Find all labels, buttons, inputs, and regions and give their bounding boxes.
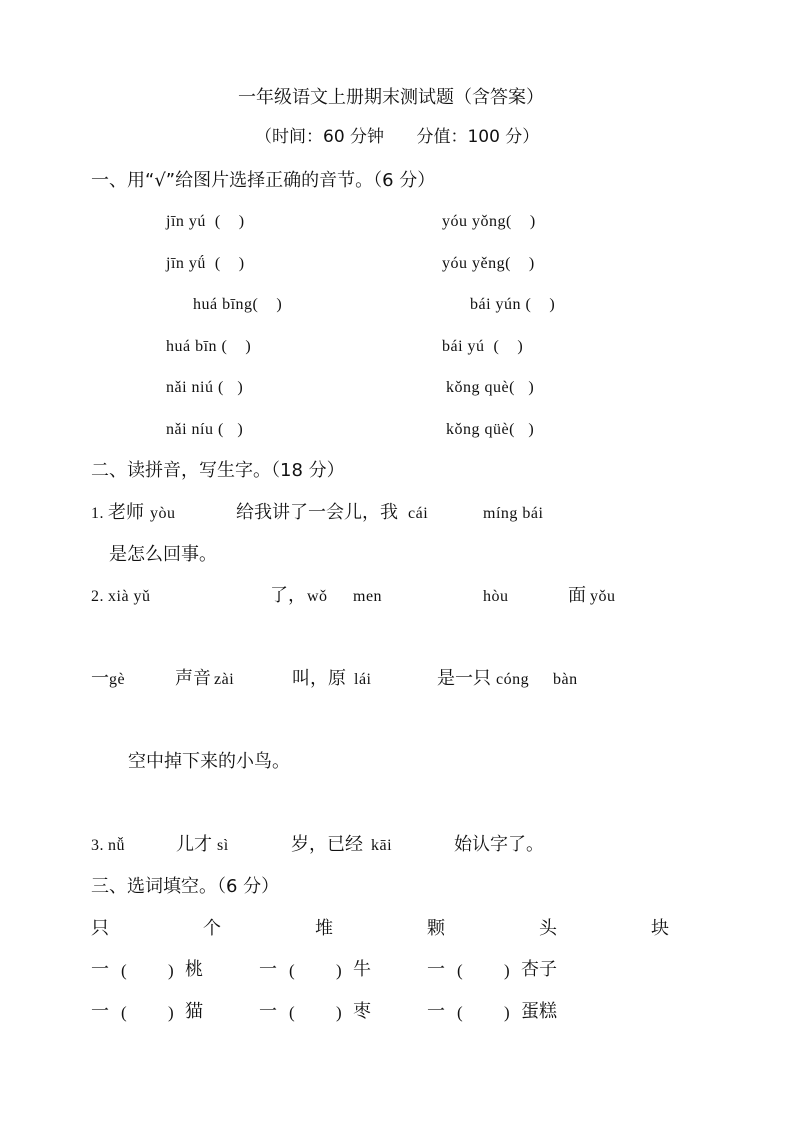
fill-noun: 牛 — [353, 959, 371, 980]
question-text: 儿才 — [176, 834, 212, 855]
question-text: 给我讲了一会儿，我 — [236, 502, 398, 523]
pinyin-prompt: yǒu — [590, 588, 616, 605]
blank-open: ( — [289, 1003, 295, 1022]
pinyin-option: bái yú ( ) — [442, 338, 524, 355]
blank-open: ( — [121, 1003, 127, 1022]
pinyin-prompt: cóng — [496, 671, 530, 688]
blank-close: ) — [168, 1003, 174, 1022]
question-text: 空中掉下来的小鸟。 — [128, 751, 290, 772]
word-choice: 块 — [651, 918, 669, 939]
question-text: 一 — [91, 668, 109, 689]
blank-close: ) — [336, 961, 342, 980]
fill-noun: 枣 — [353, 1001, 371, 1022]
fill-prefix: 一 — [259, 959, 277, 980]
word-choice: 个 — [203, 918, 221, 939]
word-choice: 颗 — [427, 918, 445, 939]
pinyin-option: nǎi níu ( ) — [166, 421, 244, 438]
pinyin-option: jīn yú ( ) — [166, 213, 245, 230]
question-text: 岁，已经 — [291, 834, 363, 855]
page-subtitle: （时间：60 分钟 分值：100 分） — [255, 127, 540, 147]
pinyin-option: yóu yǒng( ) — [442, 213, 536, 230]
blank-open: ( — [457, 961, 463, 980]
pinyin-prompt: lái — [354, 671, 372, 688]
pinyin-option: huá bīn ( ) — [166, 338, 252, 355]
question-text: 是一只 — [437, 668, 491, 689]
pinyin-prompt: míng bái — [483, 505, 544, 522]
question-number: 3. — [91, 837, 104, 854]
question-text: 始认字了。 — [454, 834, 544, 855]
pinyin-prompt: gè — [109, 671, 126, 688]
fill-noun: 蛋糕 — [521, 1001, 557, 1022]
pinyin-prompt: zài — [214, 671, 235, 688]
fill-prefix: 一 — [91, 1001, 109, 1022]
pinyin-prompt: bàn — [553, 671, 578, 688]
fill-prefix: 一 — [427, 959, 445, 980]
section2-heading: 二、读拼音，写生字。（18 分） — [91, 460, 345, 481]
pinyin-prompt: cái — [408, 505, 429, 522]
fill-prefix: 一 — [259, 1001, 277, 1022]
question-number: 1. — [91, 505, 104, 522]
pinyin-prompt: xià yǔ — [108, 588, 151, 605]
pinyin-prompt: sì — [217, 837, 229, 854]
pinyin-option: bái yún ( ) — [470, 296, 556, 313]
pinyin-prompt: men — [353, 588, 383, 605]
blank-open: ( — [121, 961, 127, 980]
section1-heading: 一、用“√”给图片选择正确的音节。（6 分） — [91, 170, 436, 191]
fill-noun: 猫 — [185, 1001, 203, 1022]
pinyin-prompt: hòu — [483, 588, 509, 605]
word-choice: 堆 — [315, 918, 333, 939]
pinyin-prompt: wǒ — [307, 588, 328, 605]
word-choice: 头 — [539, 918, 557, 939]
pinyin-option: huá bīng( ) — [193, 296, 283, 313]
pinyin-prompt: yòu — [150, 505, 176, 522]
page-title: 一年级语文上册期末测试题（含答案） — [238, 87, 544, 108]
question-text: 声音 — [175, 668, 211, 689]
question-text: 面 — [568, 585, 586, 606]
blank-close: ) — [504, 1003, 510, 1022]
pinyin-option: kǒng què( ) — [446, 379, 535, 396]
fill-prefix: 一 — [427, 1001, 445, 1022]
blank-close: ) — [504, 961, 510, 980]
word-choice: 只 — [91, 918, 109, 939]
pinyin-prompt: nǚ — [108, 837, 125, 854]
question-text: 老师 — [108, 502, 144, 523]
fill-prefix: 一 — [91, 959, 109, 980]
pinyin-option: jīn yǘ ( ) — [166, 255, 245, 272]
blank-close: ) — [168, 961, 174, 980]
pinyin-option: kǒng qüè( ) — [446, 421, 535, 438]
question-text: 了， — [270, 585, 306, 606]
pinyin-prompt: kāi — [371, 837, 393, 854]
pinyin-option: nǎi niú ( ) — [166, 379, 244, 396]
blank-open: ( — [289, 961, 295, 980]
blank-open: ( — [457, 1003, 463, 1022]
pinyin-option: yóu yěng( ) — [442, 255, 535, 272]
question-text: 叫，原 — [292, 668, 346, 689]
blank-close: ) — [336, 1003, 342, 1022]
question-text: 是怎么回事。 — [109, 544, 217, 565]
question-number: 2. — [91, 588, 104, 605]
fill-noun: 杏子 — [521, 959, 557, 980]
fill-noun: 桃 — [185, 959, 203, 980]
section3-heading: 三、选词填空。（6 分） — [91, 876, 280, 897]
